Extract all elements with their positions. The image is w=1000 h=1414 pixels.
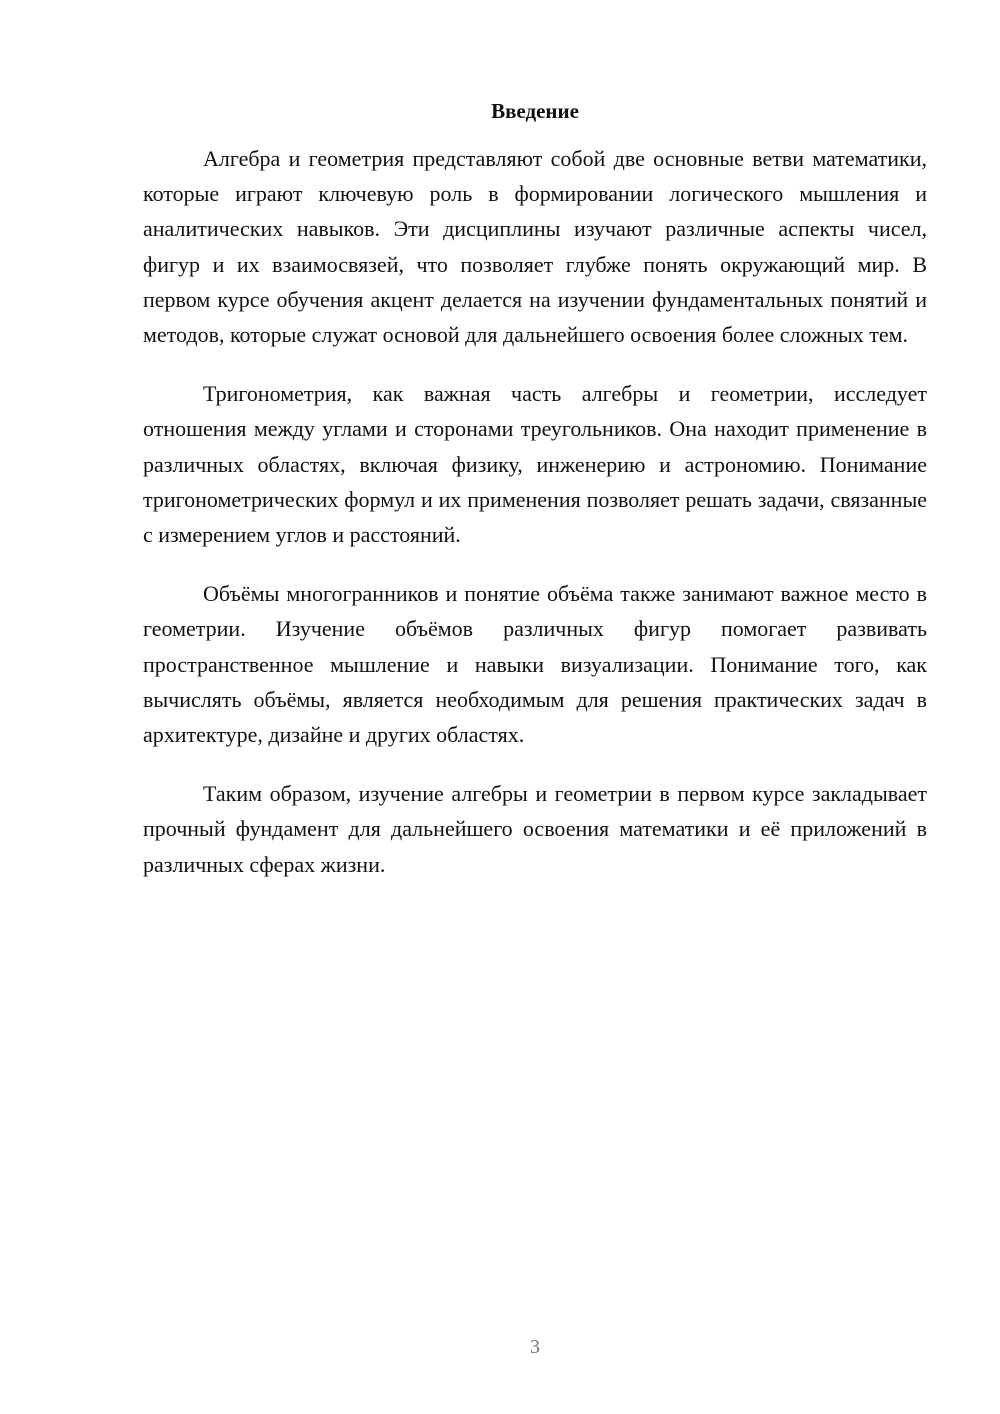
paragraph-volumes: Объёмы многогранников и понятие объёма также занимают важное место в геометрии. Изучение объёмов различных фигур помогает развивать пространственное мышление и навыки визуализации. Понимание того, как вычислять объёмы, является необходимым для решения практических задач в архитектуре, дизайне и других областях. xyxy=(143,581,927,748)
document-body xyxy=(143,141,927,906)
paragraph-trigonometry: Тригонометрия, как важная часть алгебры и геометрии, исследует отношения между углами и сторонами треугольников. Она находит применение в различных областях, включая физику, инженерию и астрономию. Понимание тригонометрических формул и их применения позволяет решать задачи, связанные с измерением углов и расстояний. xyxy=(143,381,927,548)
page-title: Введение xyxy=(491,99,579,123)
page-number: 3 xyxy=(530,1336,540,1358)
paragraph-conclusion: Таким образом, изучение алгебры и геометрии в первом курсе закладывает прочный фундамент для дальнейшего освоения математики и её приложений в различных сферах жизни. xyxy=(143,781,927,877)
paragraph-intro: Алгебра и геометрия представляют собой две основные ветви математики, которые играют ключевую роль в формировании логического мышления и аналитических навыков. Эти дисциплины изучают различные аспекты чисел, фигур и их взаимосвязей, что позволяет глубже понять окружающий мир. В первом курсе обучения акцент делается на изучении фундаментальных понятий и методов, которые служат основой для дальнейшего освоения более сложных тем. xyxy=(143,146,927,348)
